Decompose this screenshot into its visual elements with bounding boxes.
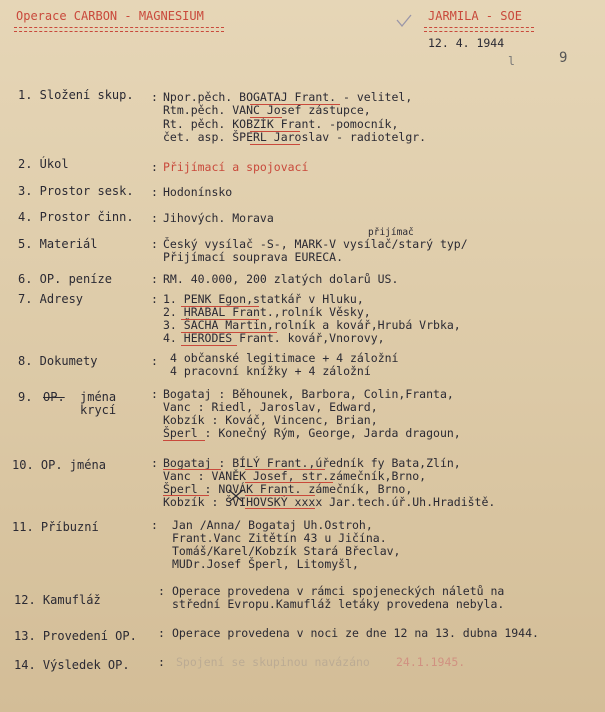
section-13-label: 13. Provedení OP. (14, 629, 137, 643)
section-5-row-1: Český vysílač -S-, MARK-V vysílač/starý typ/ (163, 237, 468, 251)
section-8-colon: : (151, 354, 158, 368)
section-5-label: 5. Materiál (18, 237, 98, 251)
section-11-row-1: Jan /Anna/ Bogataj Uh.Ostroh, (172, 518, 373, 532)
underline-kobzik (250, 131, 300, 132)
section-3-colon: : (151, 185, 158, 199)
underline-sacha (181, 332, 277, 333)
section-9-row-1: Bogataj : Běhounek, Barbora, Colin,Franta, (163, 387, 454, 401)
section-10-colon: : (151, 456, 158, 470)
section-2-value: Přijímací a spojovací (163, 160, 309, 174)
section-11-row-3: Tomáš/Karel/Kobzík Stará Břeclav, (172, 544, 401, 558)
section-9-row-4: Šperl : Konečný Rým, George, Jarda dragoun, (163, 426, 461, 440)
section-1-colon: : (151, 90, 158, 104)
section-6-label: 6. OP. peníze (18, 272, 112, 286)
underline-vanek (245, 482, 333, 483)
section-3-label: 3. Prostor sesk. (18, 184, 134, 198)
underline-herodes (181, 345, 237, 346)
section-10-label: 10. OP. jména (12, 458, 106, 472)
section-12-label: 12. Kamufláž (14, 593, 101, 607)
section-7-row-2: 2. HRABAL Frant.,rolník Věsky, (163, 305, 371, 319)
section-2-label: 2. Úkol (18, 157, 69, 171)
title-dashed-underline (14, 27, 224, 28)
page-mark-small: l (508, 54, 515, 68)
underline-sperl-op (163, 495, 209, 496)
section-9-struck-label: OP. (43, 390, 65, 404)
underline-novak (245, 495, 315, 496)
section-7-colon: : (151, 292, 158, 306)
section-10-row-3: Šperl : NOVÁK Frant. zámečník, Brno, (163, 482, 413, 496)
underline-hrabal (181, 319, 259, 320)
group-name: JARMILA - SOE (428, 9, 522, 23)
document-date: 12. 4. 1944 (428, 36, 505, 50)
section-13-colon: : (158, 626, 165, 640)
section-1-row-4: čet. asp. ŠPERL Jaroslav - radiotelgr. (163, 130, 427, 144)
section-12-colon: : (158, 584, 165, 598)
section-7-row-3: 3. ŠACHA Martin,rolník a kovář,Hrubá Vrbka, (163, 318, 461, 332)
section-5-colon: : (151, 237, 158, 251)
section-11-row-2: Frant.Vanc Zitětín 43 u Jičína. (172, 531, 387, 545)
section-14-value-date: 24.1.1945. (396, 655, 466, 669)
section-9-label-a: jména (80, 390, 117, 404)
section-8-row-1: 4 občanské legitimace + 4 záložní (170, 351, 399, 365)
section-8-row-2: 4 pracovní knížky + 4 záložní (170, 364, 371, 378)
title-dashed-underline-2 (14, 31, 224, 32)
section-7-row-1: 1. PENK Egon,statkář v Hluku, (163, 292, 364, 306)
section-5-row-2: Přijímací souprava EURECA. (163, 250, 344, 264)
section-11-colon: : (151, 518, 158, 532)
section-9-number: 9. (18, 390, 33, 404)
underline-sperl-alias (163, 440, 205, 441)
section-7-label: 7. Adresy (18, 292, 84, 306)
underline-svihovsky (245, 508, 315, 509)
underline-bily (245, 469, 325, 470)
group-dashed-underline-2 (424, 31, 534, 32)
section-12-row-1: Operace provedena v rámci spojeneckých náletů na (172, 584, 505, 598)
section-14-colon: : (158, 655, 165, 669)
underline-vanc (250, 117, 282, 118)
section-7-row-4: 4. HERODES Frant. kovář,Vnorovy, (163, 331, 385, 345)
underline-bogataj-2 (163, 469, 221, 470)
section-10-row-2: Vanc : VANĚK Josef, str.zámečník,Brno, (163, 469, 427, 483)
section-3-value: Hodonínsko (163, 185, 233, 199)
cross-swap-mark-icon (228, 489, 244, 503)
section-6-value: RM. 40.000, 200 zlatých dolarů US. (163, 272, 399, 286)
section-4-label: 4. Prostor činn. (18, 210, 134, 224)
underline-sperl (250, 144, 300, 145)
section-1-row-1: Npor.pěch. BOGATAJ Frant. - velitel, (163, 90, 413, 104)
section-4-colon: : (151, 211, 158, 225)
section-9-label-b: krycí (80, 403, 117, 417)
section-9-row-3: Kobzík : Kováč, Vincenc, Brian, (163, 413, 378, 427)
section-6-colon: : (151, 272, 158, 286)
page-number: 9 (559, 50, 568, 66)
section-10-row-1: Bogataj : BÍLÝ Frant.,úředník fy Bata,Zlín, (163, 456, 461, 470)
underline-bogataj (250, 104, 340, 105)
section-10-row-4: Kobzík : ŠVIHOVSKÝ xxxx Jar.tech.úř.Uh.Hradiště. (163, 495, 496, 509)
section-1-row-3: Rt. pěch. KOBZÍK Frant. -pomocník, (163, 117, 399, 131)
section-5-correction: přijímač (368, 227, 414, 238)
operation-title: Operace CARBON - MAGNESIUM (16, 9, 204, 23)
section-9-row-2: Vanc : Riedl, Jaroslav, Edward, (163, 400, 378, 414)
section-12-row-2: střední Evropu.Kamufláž letáky provedena nebyla. (172, 597, 505, 611)
section-8-label: 8. Dokumety (18, 354, 98, 368)
section-13-value: Operace provedena v noci ze dne 12 na 13. dubna 1944. (172, 626, 539, 640)
section-1-row-2: Rtm.pěch. VANC Josef zástupce, (163, 103, 371, 117)
section-14-value: Spojení se skupinou navázáno (176, 655, 370, 669)
check-mark-icon (396, 14, 412, 28)
section-1-label: 1. Složení skup. (18, 88, 134, 102)
section-14-label: 14. Výsledek OP. (14, 658, 130, 672)
section-9-colon: : (151, 387, 158, 401)
section-11-row-4: MUDr.Josef Šperl, Litomyšl, (172, 557, 359, 571)
group-dashed-underline (424, 27, 534, 28)
section-11-label: 11. Příbuzní (12, 520, 99, 534)
section-4-value: Jihových. Morava (163, 211, 274, 225)
underline-penk (181, 306, 259, 307)
section-2-colon: : (151, 160, 158, 174)
